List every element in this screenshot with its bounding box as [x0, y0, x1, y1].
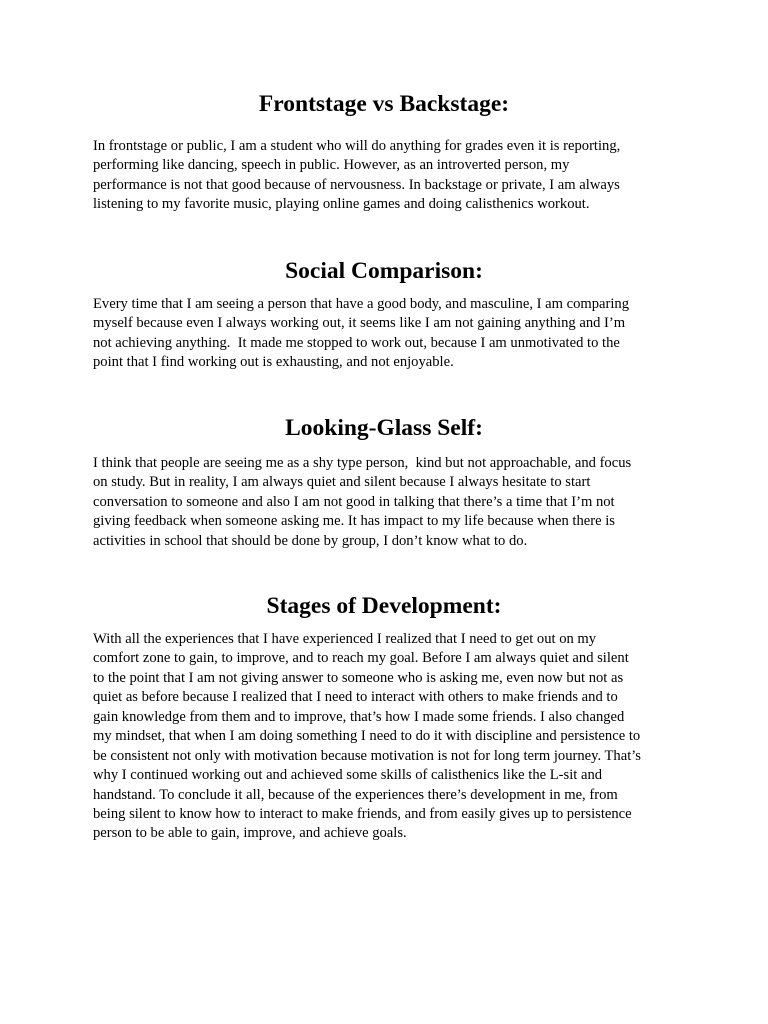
- paragraph-line: why I continued working out and achieved some skills of calisthenics like the L-sit and: [93, 767, 603, 784]
- paragraph-line: conversation to someone and also I am not good in talking that there’s a time that I’m not: [93, 493, 615, 510]
- section-paragraph-stages-of-development: [93, 630, 693, 844]
- paragraph-line: not achieving anything. It made me stopped to work out, because I am unmotivated to the: [93, 334, 620, 351]
- paragraph-line: performance is not that good because of nervousness. In backstage or private, I am always: [93, 176, 620, 193]
- paragraph-line: giving feedback when someone asking me. It has impact to my life because when there is: [93, 513, 615, 530]
- section-paragraph-frontstage-backstage: [93, 137, 693, 215]
- paragraph-line: comfort zone to gain, to improve, and to reach my goal. Before I am always quiet and silent: [93, 650, 629, 667]
- section-heading-stages-of-development: Stages of Development:: [266, 593, 502, 619]
- section-paragraph-social-comparison: [93, 295, 693, 373]
- paragraph-line: In frontstage or public, I am a student who will do anything for grades even it is reporting,: [93, 138, 621, 154]
- paragraph-line: listening to my favorite music, playing online games and doing calisthenics workout.: [93, 196, 590, 213]
- paragraph-line: activities in school that should be done by group, I don’t know what to do.: [93, 532, 528, 549]
- paragraph-line: handstand. To conclude it all, because of the experiences there’s development in me, from: [93, 786, 618, 803]
- section-heading-social-comparison: Social Comparison:: [285, 258, 483, 284]
- paragraph-line: myself because even I always working out, it seems like I am not gaining anything and I’m: [93, 315, 626, 332]
- paragraph-line: on study. But in reality, I am always quiet and silent because I always hesitate to start: [93, 474, 591, 491]
- paragraph-line: Every time that I am seeing a person that have a good body, and masculine, I am comparing: [93, 296, 630, 312]
- paragraph-line: to the point that I am not giving answer to someone who is asking me, even now but not as: [93, 669, 624, 686]
- paragraph-line: With all the experiences that I have experienced I realized that I need to get out on my: [93, 631, 597, 647]
- paragraph-line: person to be able to gain, improve, and achieve goals.: [93, 825, 407, 842]
- paragraph-line: quiet as before because I realized that I need to interact with others to make friends and to: [93, 689, 618, 706]
- paragraph-line: performing like dancing, speech in public. However, as an introverted person, my: [93, 157, 570, 174]
- paragraph-line: be consistent not only with motivation because motivation is not for long term journey. That’s: [93, 747, 641, 764]
- section-paragraph-looking-glass-self: [93, 454, 693, 551]
- section-heading-looking-glass-self: Looking-Glass Self:: [285, 415, 483, 441]
- section-heading-frontstage-backstage: Frontstage vs Backstage:: [258, 91, 510, 117]
- paragraph-line: being silent to know how to interact to make friends, and from easily gives up to persistence: [93, 805, 632, 822]
- paragraph-line: point that I find working out is exhausting, and not enjoyable.: [93, 354, 454, 371]
- paragraph-line: gain knowledge from them and to improve, that’s how I made some friends. I also changed: [93, 708, 625, 725]
- paragraph-line: my mindset, that when I am doing something I need to do it with discipline and persistence to: [93, 728, 641, 745]
- paragraph-line: I think that people are seeing me as a shy type person, kind but not approachable, and focus: [93, 455, 632, 471]
